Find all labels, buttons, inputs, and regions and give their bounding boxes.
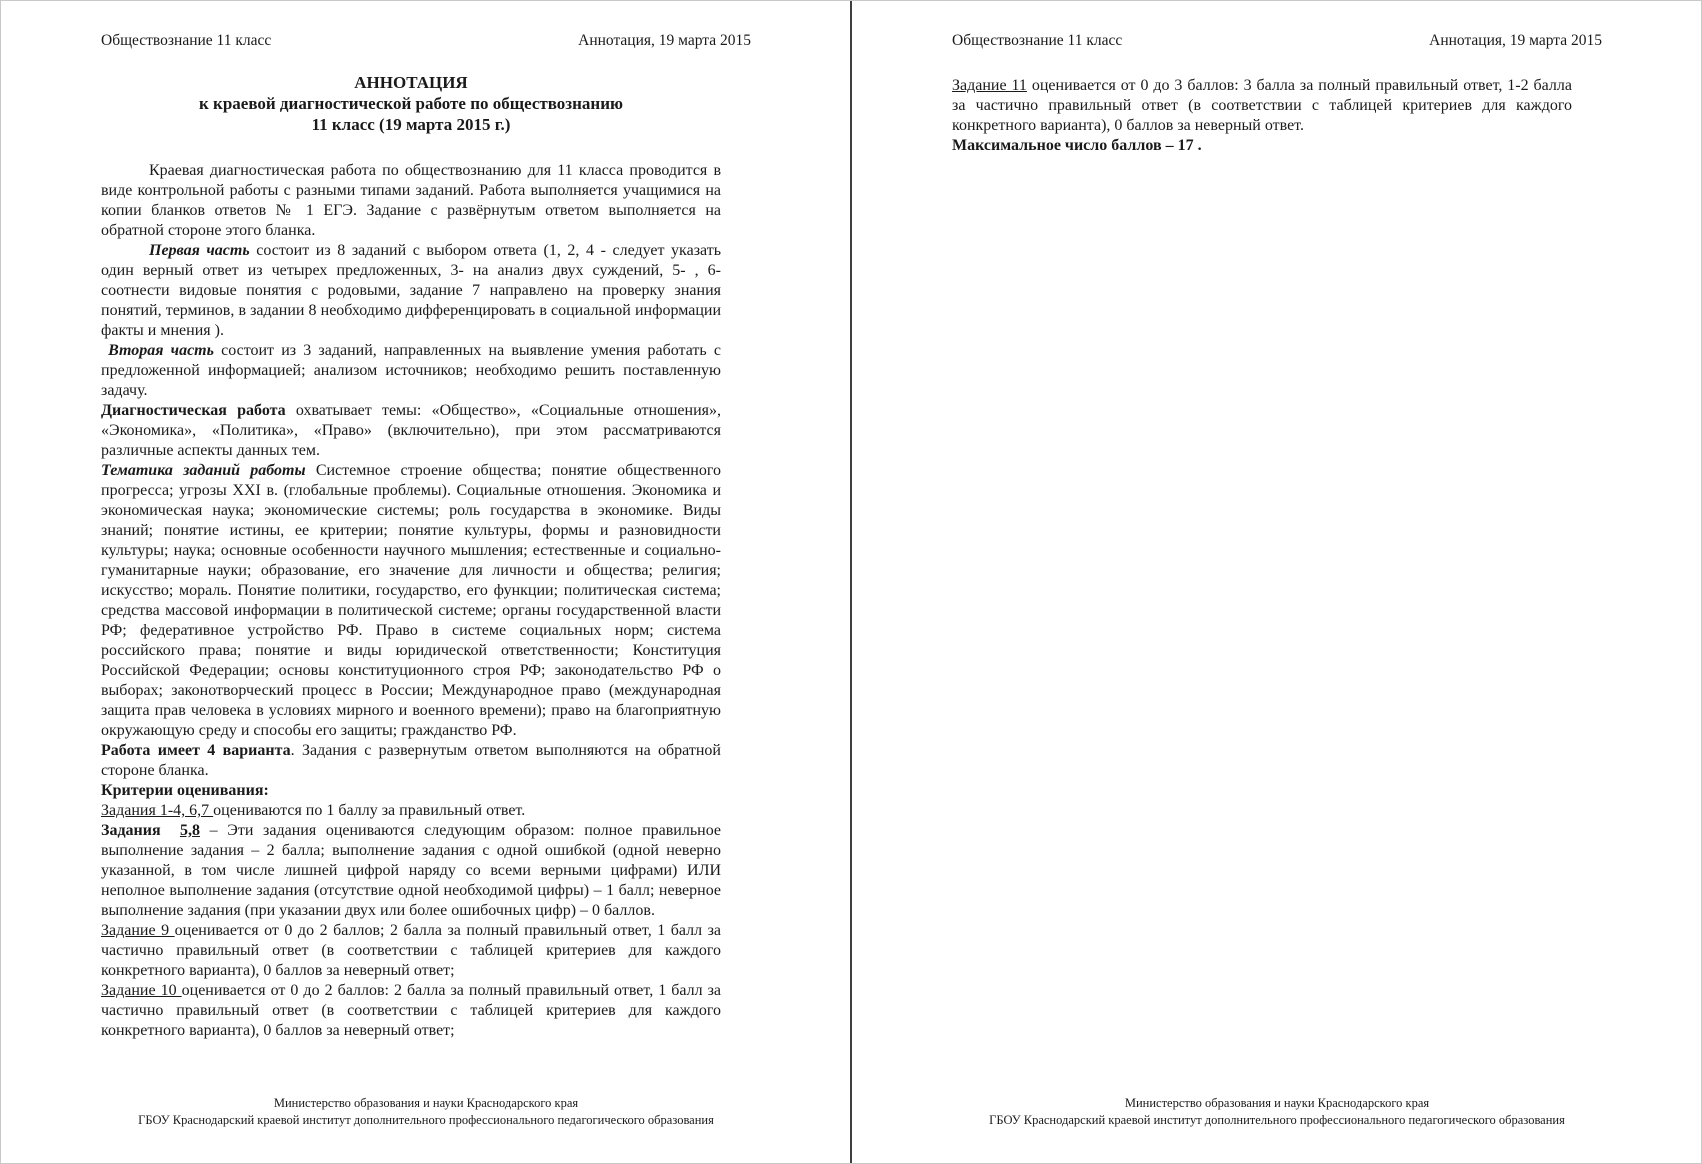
paragraph [952, 76, 1572, 136]
header-annotation-date: Аннотация, 19 марта 2015 [578, 32, 751, 49]
text-run: охватывает темы: «Общество», «Социальные отношения», «Экономика», «Политика», «Право» (включительно), при этом рассматриваются различные аспекты данных тем. [101, 402, 721, 459]
paragraph [952, 136, 1572, 156]
text-run: Задания [101, 822, 161, 839]
text-run: Задания 1-4, 6,7 [101, 802, 214, 819]
header-subject: Обществознание 11 класс [101, 32, 272, 49]
paragraph [101, 241, 721, 341]
paragraph [101, 781, 721, 801]
text-run: 5,8 [179, 822, 200, 839]
page-2-header [952, 31, 1602, 50]
footer-institute: ГБОУ Краснодарский краевой институт дополнительного профессионального педагогического образования [989, 1113, 1565, 1127]
paragraph [101, 461, 721, 741]
paragraph [101, 341, 721, 401]
text-run: Краевая диагностическая работа по обществознанию для 11 класса проводится в виде контрольной работы с разными типами заданий. Работа выполняется учащимися на копии бланков ответов № 1 ЕГЭ. Задание с развёрнутым ответом выполняется на обратной стороне этого бланка. [101, 162, 721, 239]
footer-ministry: Министерство образования и науки Краснодарского края [1124, 1096, 1430, 1110]
page-1-footer [101, 1095, 751, 1129]
paragraph [101, 921, 721, 981]
text-run: Системное строение общества; понятие общественного прогресса; угрозы XXI в. (глобальные проблемы). Социальные отношения. Экономика и экономическая наука; экономические системы; роль государства в экономике. Виды знаний; понятие истины, ее критерии; понятие культуры, формы и разновидности культуры; наука; основные особенности научного мышления; естественные и социально-гуманитарные науки; образование, его значение для личности и общества; религия; искусство; мораль. Понятие политики, государство, его функции; политическая система; средства массовой информации в политической системе; органы государственной власти РФ; федеративное устройство РФ. Право в системе социальных норм; система российского права; понятие и виды юридической ответственности; Конституция Российской Федерации; основы конституционного строя РФ; законодательство РФ о выборах; законотворческий процесс в России; Международное право (международная защита прав человека в условиях мирного и военного времени); право на благоприятную окружающую среду и способы его защиты; гражданство РФ. [101, 462, 722, 739]
paragraph [101, 161, 721, 241]
text-run: Первая часть [149, 242, 250, 259]
text-run: Максимальное число баллов – 17 . [952, 137, 1202, 154]
title-line-3: 11 класс (19 марта 2015 г.) [311, 115, 511, 134]
text-run: оценивается от 0 до 3 баллов: 3 балла за полный правильный ответ, 1-2 балла за частично правильный ответ (в соответствии с таблицей критериев для каждого конкретного варианта), 0 баллов за неверный ответ. [952, 77, 1572, 134]
header-annotation-date: Аннотация, 19 марта 2015 [1429, 32, 1602, 49]
footer-institute: ГБОУ Краснодарский краевой институт дополнительного профессионального педагогического образования [138, 1113, 714, 1127]
footer-ministry: Министерство образования и науки Краснодарского края [273, 1096, 579, 1110]
document-title [101, 72, 721, 135]
page-2 [852, 1, 1701, 1163]
text-run: Задание 9 [101, 922, 175, 939]
text-run: оцениваются по 1 баллу за правильный ответ. [213, 802, 526, 819]
title-line-2: к краевой диагностической работе по обществознанию [198, 94, 624, 113]
text-run: Диагностическая работа [101, 402, 286, 419]
page-2-content [952, 76, 1572, 156]
title-line-1: АННОТАЦИЯ [354, 73, 468, 92]
paragraph [101, 981, 721, 1041]
page-2-footer [952, 1095, 1602, 1129]
paragraph [101, 401, 721, 461]
paragraph [101, 801, 721, 821]
page-1 [1, 1, 850, 1163]
page-2-body [952, 76, 1572, 156]
text-run: состоит из 3 заданий, направленных на выявление умения работать с предложенной информацией; анализом источников; необходимо решить поставленную задачу. [101, 342, 721, 399]
page-1-header [101, 31, 751, 50]
text-run: Критерии оценивания: [101, 782, 269, 799]
paragraph [101, 741, 721, 781]
page-1-content [101, 72, 721, 1041]
text-run: Работа имеет 4 варианта [101, 742, 291, 759]
text-run: . Задания с развернутым ответом выполняются на обратной стороне бланка. [101, 742, 721, 779]
text-run: Задание 10 [101, 982, 182, 999]
page-1-body [101, 161, 721, 1041]
text-run: Вторая часть [101, 342, 214, 359]
text-run: Тематика заданий работы [101, 462, 306, 479]
paragraph [101, 821, 721, 921]
header-subject: Обществознание 11 класс [952, 32, 1123, 49]
text-run: Задание 11 [952, 77, 1027, 94]
text-run [161, 822, 180, 839]
text-run: – Эти задания оцениваются следующим образом: полное правильное выполнение задания – 2 балла; выполнение задания с одной ошибкой (одной неверно указанной, в том числе лишней цифрой наряду со всеми верными цифрами) ИЛИ неполное выполнение задания (отсутствие одной необходимой цифры) – 1 балл; неверное выполнение задания (при указании двух или более ошибочных цифр) – 0 баллов. [101, 822, 721, 919]
text-run: оценивается от 0 до 2 баллов: 2 балла за полный правильный ответ, 1 балл за частично правильный ответ (в соответствии с таблицей критериев для каждого конкретного варианта), 0 баллов за неверный ответ; [101, 982, 722, 1039]
text-run: оценивается от 0 до 2 баллов; 2 балла за полный правильный ответ, 1 балл за частично правильный ответ (в соответствии с таблицей критериев для каждого конкретного варианта), 0 баллов за неверный ответ; [101, 922, 722, 979]
text-run: состоит из 8 заданий с выбором ответа (1, 2, 4 - следует указать один верный ответ из четырех предложенных, 3- на анализ двух суждений, 5- , 6- соотнести видовые понятия с родовыми, задание 7 направлено на проверку знания понятий, терминов, в задании 8 необходимо дифференцировать в социальной информации факты и мнения ). [101, 242, 721, 339]
